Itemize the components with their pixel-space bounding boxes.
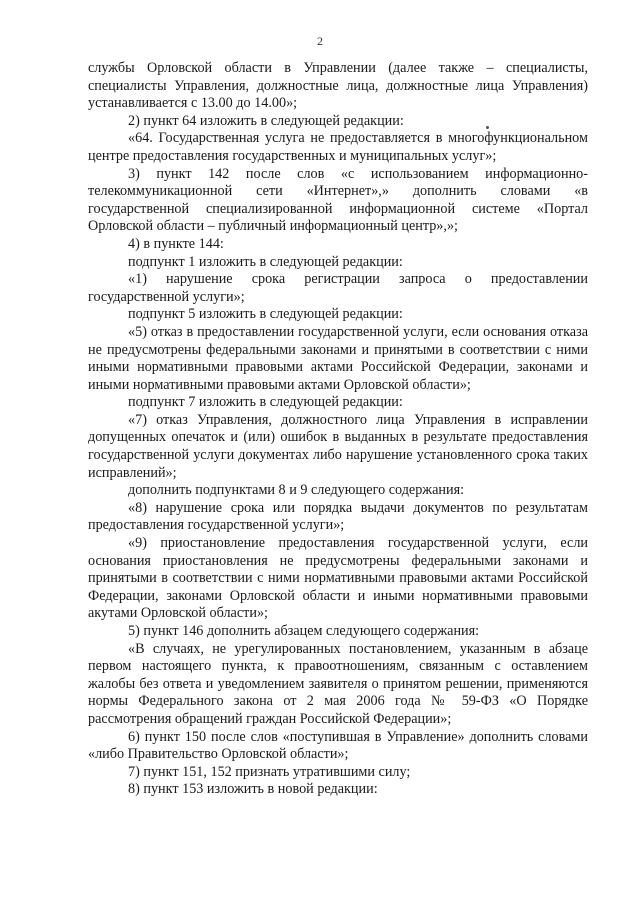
paragraph-18: 8) пункт 153 изложить в новой редакции: [128,781,378,798]
paragraph-0: службы Орловской области в Управлении (далее также – специалисты, специалисты Управления, должностные лица, должностные лица Управления) устанавливается с 13.00 до 14.00»; [88,60,588,112]
paragraph-13: «9) приостановление предоставления государственной услуги, если основания приостановления не предусмотрены федеральными законами и принятыми в соответствии с ними нормативными правовыми актами Российской Федерации, законами Орловской области и иными нормативными правовыми акутами Орловской области»; [88,535,588,622]
paragraph-2: «64. Государственная услуга не предоставляется в многофункциональном центре предоставления государственных и муниципальных услуг»; [88,130,588,164]
paragraph-15: «В случаях, не урегулированных постановлением, указанным в абзаце первом настоящего пункта, к правоотношениям, связанным с оставлением жалобы без ответа и уведомлением заявителя о принятом решении, применяются нормы Федерального закона от 2 мая 2006 года № 59-ФЗ «О Порядке рассмотрения обращений граждан Российской Федерации»; [88,640,588,727]
paragraph-4: 4) в пункте 144: [128,235,224,252]
paragraph-9: подпункт 7 изложить в следующей редакции: [128,394,403,411]
paragraph-6: «1) нарушение срока регистрации запроса о предоставлении государственной услуги»; [88,271,588,305]
paragraph-5: подпункт 1 изложить в следующей редакции: [128,253,403,270]
paragraph-17: 7) пункт 151, 152 признать утратившими силу; [128,763,411,780]
paragraph-16: 6) пункт 150 после слов «поступившая в Управление» дополнить словами «либо Правительство Орловской области»; [88,728,588,763]
paragraph-7: подпункт 5 изложить в следующей редакции: [128,306,403,323]
paragraph-1: 2) пункт 64 изложить в следующей редакции: [128,112,404,129]
paragraph-11: дополнить подпунктами 8 и 9 следующего содержания: [128,482,465,499]
paragraph-12: «8) нарушение срока или порядка выдачи документов по результатам предоставления государственной услуги»; [88,499,588,534]
paragraph-10: «7) отказ Управления, должностного лица Управления в исправлении допущенных опечаток и (или) ошибок в выданных в результате предоставления государственной услуги документах либо нарушение установленного срока таких исправлений»; [88,411,588,481]
paragraph-3: 3) пункт 142 после слов «с использованием информационно-телекоммуникационной сети «Интернет»,» дополнить словами «в государственной специализированной информационной системе «Портал Орловской области – публичный информационный центр»,»; [88,165,588,235]
paragraph-8: «5) отказ в предоставлении государственной услуги, если основания отказа не предусмотрены федеральными законами и принятыми в соответствии с ними иными нормативными правовыми актами Российской Федерации, законами и иными нормативными правовыми актами Орловской области»; [88,323,588,393]
paragraph-14: 5) пункт 146 дополнить абзацем следующего содержания: [128,623,480,639]
document-body [88,60,588,799]
page-number: 2 [317,34,323,48]
